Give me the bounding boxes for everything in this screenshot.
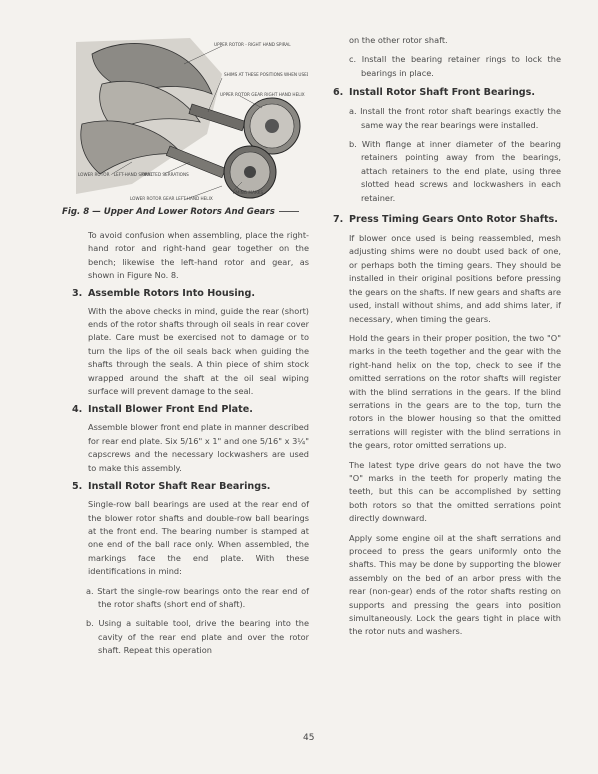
continued-text: on the other rotor shaft. xyxy=(349,35,448,45)
section-3-body: With the above checks in mind, guide the rear (short) ends of the rotor shafts through oil seals in rear cover plate. Care must be exercised not to damage or to turn the lips of the oil seals back when guiding the shafts through the seals. A thin piece of shim stock wrapped around the shaft at the oil seal wiping surface will prevent damage to the seal. xyxy=(88,305,309,397)
section-6-step-b: b. With flange at inner diameter of the bearing retainers pointing away from the bearings, attach retainers to the end plate, using three slotted head screws and lockwashers in each retainer. xyxy=(349,139,561,203)
section-5-step-a: a. Start the single-row bearings onto the rear end of the rotor shafts (short end of shaft). xyxy=(86,585,309,609)
section-7-paragraph-2: Hold the gears in their proper position, the two "O" marks in the teeth together and the gear with the right-hand helix on the top, check to see if the omitted serrations on the rotor shafts will register with the blind serrations in the gears. If the blind serrations in the gears are to the top, turn the rotors in the blower housing so that the omitted serrations will register with the blind serrations in the gears, rotor omitted serrations up. xyxy=(349,332,561,451)
section-7-paragraph-3: The latest type drive gears do not have the two "O" marks in the teeth for properly mating the teeth, but this can be accomplished by setting both rotors so that the omitted serrations point directly downward. xyxy=(349,459,561,524)
right-column xyxy=(333,34,561,639)
intro-paragraph: To avoid confusion when assembling, place the right-hand rotor and right-hand gear together on the bench; likewise the left-hand rotor and gear, as shown in Figure No. 8. xyxy=(88,230,309,281)
label-shims: SHIMS AT THESE POSITIONS WHEN USED xyxy=(224,72,308,77)
section-5-heading: 5. Install Rotor Shaft Rear Bearings. xyxy=(72,481,271,493)
label-lower-gear: LOWER ROTOR GEAR LEFT-HAND HELIX xyxy=(130,196,213,201)
label-lower-rotor: LOWER ROTOR - LEFT-HAND SPIRAL xyxy=(78,172,153,177)
section-4-body: Assemble blower front end plate in manner described for rear end plate. Six 5/16" x 1" and one 5/16" x 3¼" capscrews and the necessary lockwashers are used to make this assembly. xyxy=(88,422,309,473)
page-number: 45 xyxy=(303,733,315,743)
figure-caption-text: Fig. 8 — Upper And Lower Rotors And Gears xyxy=(62,207,275,217)
upper-gear-drawing xyxy=(244,98,300,154)
section-6-heading: 6. Install Rotor Shaft Front Bearings. xyxy=(333,87,536,99)
section-3-heading: 3. Assemble Rotors Into Housing. xyxy=(72,287,255,299)
label-upper-gear: UPPER ROTOR GEAR RIGHT HAND HELIX xyxy=(220,92,305,97)
section-7-heading: 7. Press Timing Gears Onto Rotor Shafts. xyxy=(333,214,558,226)
left-column xyxy=(72,229,309,658)
section-4-heading: 4. Install Blower Front End Plate. xyxy=(72,404,253,416)
caption-rule xyxy=(279,211,299,212)
label-timing-marks: TIMING MARKS xyxy=(232,190,264,195)
rotors-and-gears-drawing xyxy=(72,34,308,206)
figure-8-illustration xyxy=(72,34,308,220)
section-5-step-c: c. Install the bearing retainer rings to lock the bearings in place. xyxy=(349,54,561,78)
section-5-body: Single-row ball bearings are used at the rear end of the blower rotor shafts and double-row ball bearings at the front end. The bearing number is stamped at one end of the ball race only. When assembled, the markings face the end plate. With these identifications in mind: xyxy=(88,499,309,577)
section-6-step-a: a. Install the front rotor shaft bearings exactly the same way the rear bearings were installed. xyxy=(349,106,561,130)
figure-caption xyxy=(62,207,310,217)
label-upper-rotor: UPPER ROTOR - RIGHT HAND SPIRAL xyxy=(214,42,291,47)
section-7-paragraph-1: If blower once used is being reassembled, mesh adjusting shims were no doubt used back of one, or perhaps both the timing gears. They should be installed in their original positions before pressing the gears on the shafts. If new gears and shafts are used, install without shims, and add shims later, if necessary, when timing the gears. xyxy=(349,233,561,324)
section-7-paragraph-4: Apply some engine oil at the shaft serrations and proceed to press the gears uniformly onto the shafts. This may be done by supporting the blower assembly on the bed of an arbor press with the rear (non-gear) ends of the rotor shafts resting on supports and pressing the gears into position simultaneously. Lock the gears tight in place with the rotor nuts and washers. xyxy=(349,532,561,637)
section-5-step-b: b. Using a suitable tool, drive the bearing into the cavity of the rear end plate and over the rotor shaft. Repeat this operation xyxy=(86,618,309,656)
label-omitted-serrations: OMITTED SERRATIONS xyxy=(142,172,189,177)
